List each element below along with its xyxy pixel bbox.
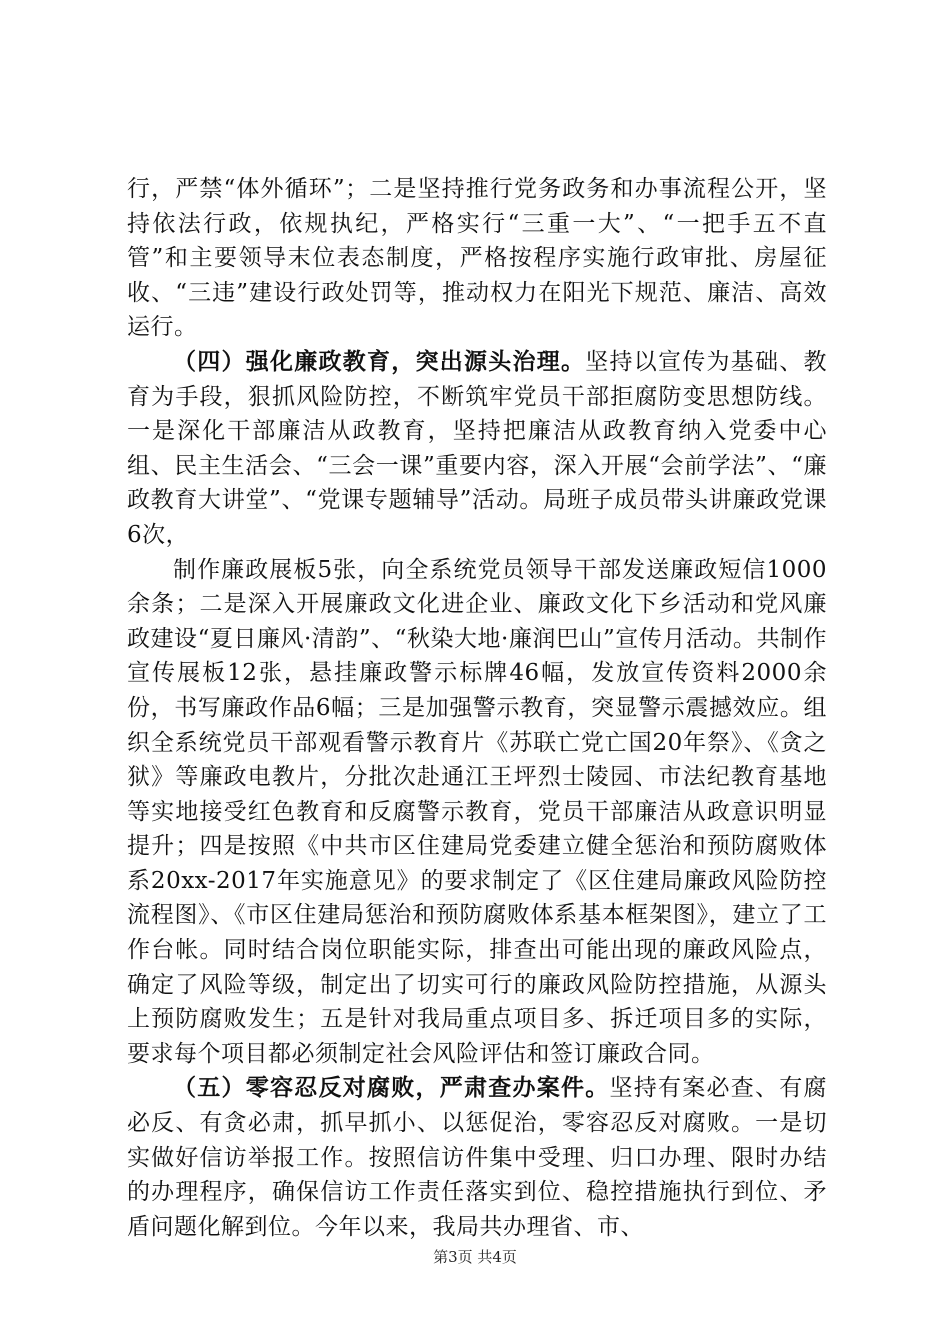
document-body — [127, 172, 827, 1244]
page-number-label: 第3页 共4页 — [433, 1248, 517, 1266]
paragraph — [127, 172, 827, 345]
paragraph-text: 坚持以宣传为基础、教育为手段，狠抓风险防控，不断筑牢党员干部拒腐防变思想防线。一是深化干部廉洁从政教育，坚持把廉洁从政教育纳入党委中心组、民主生活会、“三会一课”重要内容，深入开展“会前学法”、“廉政教育大讲堂”、“党课专题辅导”活动。局班子成员带头讲廉政党课6次， — [127, 348, 827, 548]
paragraph-text: 坚持有案必查、有腐必反、有贪必肃，抓早抓小、以惩促治，零容忍反对腐败。一是切实做好信访举报工作。按照信访件集中受理、归口办理、限时办结的办理程序，确保信访工作责任落实到位、稳控措施执行到位、矛盾问题化解到位。今年以来，我局共办理省、市、 — [127, 1075, 827, 1240]
paragraph — [127, 1071, 827, 1244]
section-heading: （五）零容忍反对腐败，严肃查办案件。 — [173, 1074, 610, 1102]
paragraph-text: 制作廉政展板5张，向全系统党员领导干部发送廉政短信1000余条；二是深入开展廉政文化进企业、廉政文化下乡活动和党风廉政建设“夏日廉风·清韵”、“秋染大地·廉润巴山”宣传月活动。共制作宣传展板12张，悬挂廉政警示标牌46幅，发放宣传资料2000余份，书写廉政作品6幅；三是加强警示教育，突显警示震撼效应。组织全系统党员干部观看警示教育片《苏联亡党亡国20年祭》、《贪之狱》等廉政电教片，分批次赴通江王坪烈士陵园、市法纪教育基地等实地接受红色教育和反腐警示教育，党员干部廉洁从政意识明显提升；四是按照《中共市区住建局党委建立健全惩治和预防腐败体系20xx-2017年实施意见》的要求制定了《区住建局廉政风险防控流程图》、《市区住建局惩治和预防腐败体系基本框架图》，建立了工作台帐。同时结合岗位职能实际，排查出可能出现的廉政风险点，确定了风险等级，制定出了切实可行的廉政风险防控措施，从源头上预防腐败发生；五是针对我局重点项目多、拆迁项目多的实际，要求每个项目都必须制定社会风险评估和签订廉政合同。 — [127, 556, 827, 1067]
page-footer — [0, 1246, 950, 1267]
section-heading: （四）强化廉政教育，突出源头治理。 — [173, 347, 586, 375]
paragraph — [127, 345, 827, 553]
paragraph-text: 行，严禁“体外循环”；二是坚持推行党务政务和办事流程公开，坚持依法行政，依规执纪，严格实行“三重一大”、“一把手五不直管”和主要领导末位表态制度，严格按程序实施行政审批、房屋征收、“三违”建设行政处罚等，推动权力在阳光下规范、廉洁、高效运行。 — [127, 176, 827, 341]
paragraph — [127, 553, 827, 1072]
